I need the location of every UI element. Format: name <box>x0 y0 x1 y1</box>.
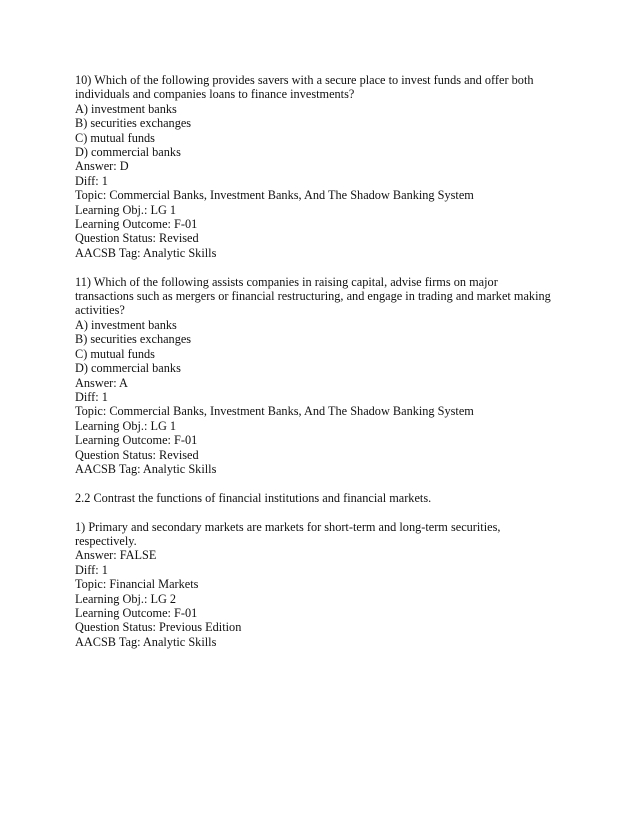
question-1-topic: Topic: Financial Markets <box>75 577 199 592</box>
question-1-learning-outcome: Learning Outcome: F-01 <box>75 605 198 620</box>
question-10-aacsb-tag: AACSB Tag: Analytic Skills <box>75 245 217 260</box>
question-11-aacsb-tag: AACSB Tag: Analytic Skills <box>75 461 217 476</box>
question-1-diff: Diff: 1 <box>75 562 108 577</box>
question-11-learning-obj: Learning Obj.: LG 1 <box>75 418 177 433</box>
question-1-learning-obj: Learning Obj.: LG 2 <box>75 591 177 606</box>
question-11-learning-outcome: Learning Outcome: F-01 <box>75 433 198 448</box>
question-10-learning-outcome: Learning Outcome: F-01 <box>75 217 198 232</box>
question-11-text: 11) Which of the following assists companies in raising capital, advise firms on major <box>75 274 498 289</box>
question-11-option-a: A) investment banks <box>75 317 177 332</box>
question-1-block <box>75 520 580 650</box>
question-11-option-b: B) securities exchanges <box>75 332 192 347</box>
question-11-text-cont2: activities? <box>75 303 125 318</box>
question-11-status: Question Status: Revised <box>75 447 199 462</box>
question-10-option-d: D) commercial banks <box>75 145 181 160</box>
question-11-block <box>75 275 580 477</box>
question-11-text-cont: transactions such as mergers or financial restructuring, and engage in trading and market making <box>75 289 551 304</box>
question-10-diff: Diff: 1 <box>75 173 108 188</box>
question-10-option-b: B) securities exchanges <box>75 116 192 131</box>
question-11-topic: Topic: Commercial Banks, Investment Banks, And The Shadow Banking System <box>75 404 474 419</box>
question-1-text: 1) Primary and secondary markets are markets for short-term and long-term securities, <box>75 519 501 534</box>
question-11-answer: Answer: A <box>75 375 128 390</box>
blank-line <box>75 260 580 274</box>
section-heading: 2.2 Contrast the functions of financial institutions and financial markets. <box>75 490 432 505</box>
blank-line <box>75 476 580 490</box>
question-1-status: Question Status: Previous Edition <box>75 620 242 635</box>
question-11-option-c: C) mutual funds <box>75 346 155 361</box>
document-page <box>75 73 580 649</box>
question-10-option-c: C) mutual funds <box>75 130 155 145</box>
question-10-topic: Topic: Commercial Banks, Investment Banks, And The Shadow Banking System <box>75 188 474 203</box>
question-11-option-d: D) commercial banks <box>75 361 181 376</box>
question-1-answer: Answer: FALSE <box>75 548 157 563</box>
question-10-text-cont: individuals and companies loans to finance investments? <box>75 87 355 102</box>
question-11-diff: Diff: 1 <box>75 389 108 404</box>
blank-line <box>75 505 580 519</box>
question-1-aacsb-tag: AACSB Tag: Analytic Skills <box>75 634 217 649</box>
question-10-status: Question Status: Revised <box>75 231 199 246</box>
question-10-option-a: A) investment banks <box>75 101 177 116</box>
question-10-block <box>75 73 580 260</box>
question-1-text-cont: respectively. <box>75 533 137 548</box>
question-10-answer: Answer: D <box>75 159 129 174</box>
question-10-text: 10) Which of the following provides savers with a secure place to invest funds and offer both <box>75 73 534 87</box>
question-10-learning-obj: Learning Obj.: LG 1 <box>75 202 177 217</box>
